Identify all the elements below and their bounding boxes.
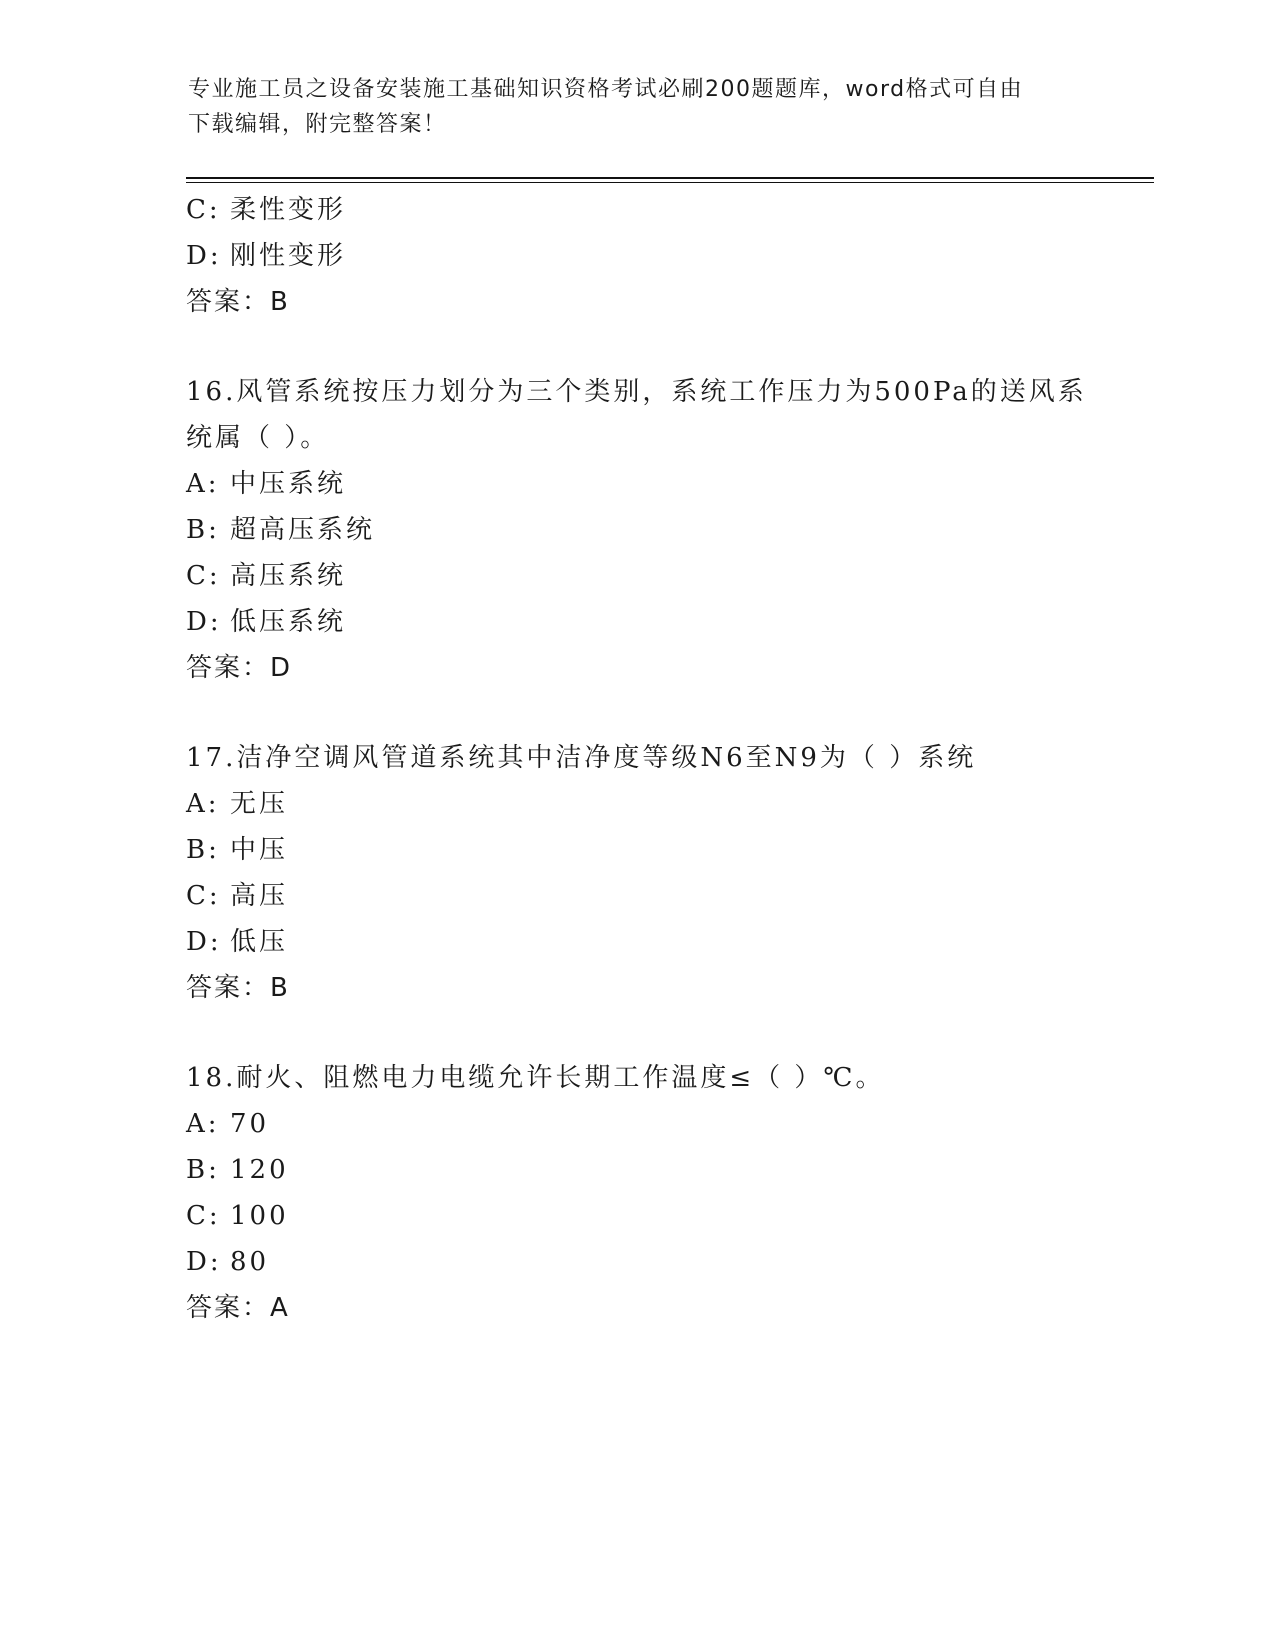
option-letter: B:	[186, 515, 220, 545]
answer-line: 答案：B	[186, 287, 290, 317]
question-16	[186, 369, 1146, 691]
question-stem: 17.洁净空调风管道系统其中洁净度等级N6至N9为（ ）系统	[186, 743, 977, 773]
option-text: 低压系统	[230, 607, 347, 637]
option-text: 100	[230, 1201, 289, 1231]
option-letter: C:	[186, 561, 221, 591]
question-spacer	[186, 325, 1146, 369]
option-letter: C:	[186, 881, 221, 911]
header-divider-thin	[186, 182, 1154, 183]
header-line-2: 下载编辑，附完整答案！	[188, 112, 447, 137]
option-letter: C:	[186, 195, 221, 225]
option-d	[186, 233, 1146, 279]
question-stem: 16.风管系统按压力划分为三个类别，系统工作压力为500Pa的送风系	[186, 377, 1087, 407]
option-text: 中压	[230, 835, 289, 865]
option-text: 120	[230, 1155, 289, 1185]
option-letter: A:	[186, 789, 220, 819]
header-line-1: 专业施工员之设备安装施工基础知识资格考试必刷200题题库，word格式可自由	[188, 77, 1024, 102]
option-b	[186, 507, 1146, 553]
option-text: 70	[230, 1109, 270, 1139]
option-letter: D:	[186, 1247, 222, 1277]
option-text: 无压	[230, 789, 289, 819]
question-spacer	[186, 691, 1146, 735]
option-a	[186, 1101, 1146, 1147]
option-letter: B:	[186, 835, 220, 865]
question-18	[186, 1055, 1146, 1331]
question-list	[186, 187, 1146, 1331]
answer-line: 答案：A	[186, 1293, 290, 1323]
option-c	[186, 187, 1146, 233]
answer-line: 答案：B	[186, 973, 290, 1003]
answer-line: 答案：D	[186, 653, 293, 683]
option-b	[186, 827, 1146, 873]
option-c	[186, 1193, 1146, 1239]
option-a	[186, 461, 1146, 507]
option-text: 超高压系统	[230, 515, 376, 545]
option-letter: D:	[186, 241, 222, 271]
option-text: 高压系统	[230, 561, 347, 591]
option-text: 高压	[230, 881, 289, 911]
option-d	[186, 599, 1146, 645]
option-letter: A:	[186, 469, 220, 499]
option-letter: A:	[186, 1109, 220, 1139]
option-text: 低压	[230, 927, 289, 957]
option-a	[186, 781, 1146, 827]
header-divider-thick	[186, 177, 1154, 179]
option-d	[186, 1239, 1146, 1285]
question-17	[186, 735, 1146, 1011]
option-text: 中压系统	[230, 469, 347, 499]
option-c	[186, 553, 1146, 599]
option-c	[186, 873, 1146, 919]
option-text: 80	[230, 1247, 270, 1277]
question-stem: 18.耐火、阻燃电力电缆允许长期工作温度≤（ ）℃。	[186, 1063, 885, 1093]
option-d	[186, 919, 1146, 965]
option-text: 刚性变形	[230, 241, 347, 271]
option-b	[186, 1147, 1146, 1193]
question-spacer	[186, 1011, 1146, 1055]
option-text: 柔性变形	[230, 195, 347, 225]
question-15-continuation	[186, 187, 1146, 325]
option-letter: D:	[186, 927, 222, 957]
document-header	[188, 72, 1088, 142]
option-letter: D:	[186, 607, 222, 637]
option-letter: B:	[186, 1155, 220, 1185]
option-letter: C:	[186, 1201, 221, 1231]
question-stem-continued: 统属（ ）。	[186, 423, 330, 453]
